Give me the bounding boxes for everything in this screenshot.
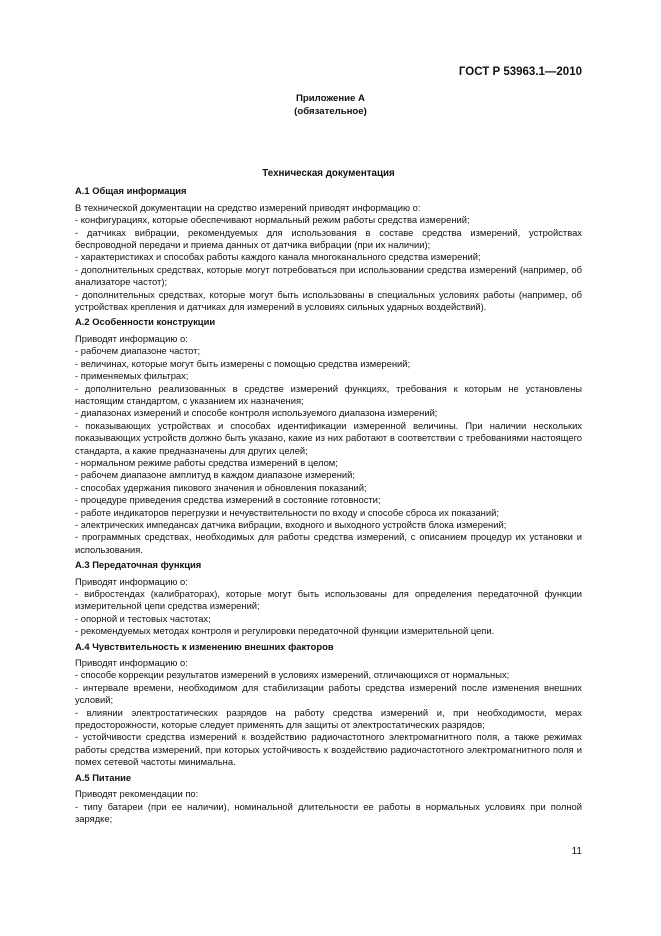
section-intro: Приводят рекомендации по: <box>75 788 199 800</box>
list-item: - диапазонах измерений и способе контроля используемого диапазона измерений; <box>75 407 438 419</box>
list-item: - процедуре приведения средства измерений в состояние готовности; <box>75 494 381 506</box>
list-item: - программных средствах, необходимых для работы средства измерений, с описанием процедур их установки и использования. <box>75 531 582 555</box>
section-heading: А.5 Питание <box>75 771 132 783</box>
document-body <box>75 168 582 825</box>
section-intro: В технической документации на средство измерений приводят информацию о: <box>75 201 421 213</box>
section <box>75 185 582 313</box>
appendix-status: (обязательное) <box>294 106 367 117</box>
appendix-title: Приложение А <box>296 93 365 104</box>
standard-number: ГОСТ Р 53963.1—2010 <box>458 66 582 78</box>
section-heading: А.1 Общая информация <box>75 185 187 197</box>
list-item: - датчиках вибрации, рекомендуемых для использования в составе средства измерений, устройствах беспроводной передачи и приема данных от датчика вибрации (при их наличии); <box>75 226 582 251</box>
sections-container <box>75 185 582 825</box>
document-title: Техническая документация <box>262 168 395 179</box>
list-item: - конфигурациях, которые обеспечивают нормальный режим работы средства измерений; <box>75 214 470 226</box>
section-intro: Приводят информацию о: <box>75 657 188 669</box>
list-item: - рекомендуемых методах контроля и регулировки передаточной функции измерительной цепи. <box>75 625 495 637</box>
list-item: - влиянии электростатических разрядов на работу средства измерений и, при необходимости, мерах предосторожности, которые следует применять для защиты от электростатических разрядов; <box>75 706 582 731</box>
list-item: - величинах, которые могут быть измерены с помощью средства измерений; <box>75 357 411 369</box>
list-item: - характеристиках и способах работы каждого канала многоканального средства измерений; <box>75 251 481 263</box>
section <box>75 559 582 637</box>
section-heading: А.3 Передаточная функция <box>75 559 202 571</box>
section <box>75 316 582 556</box>
list-item: - интервале времени, необходимом для стабилизации работы средства измерений после изменения внешних условий; <box>75 681 582 706</box>
list-item: - способах удержания пикового значения и обновления показаний; <box>75 481 367 493</box>
list-item: - опорной и тестовых частотах; <box>75 612 211 624</box>
section <box>75 772 582 826</box>
list-item: - нормальном режиме работы средства измерений в целом; <box>75 456 338 468</box>
list-item: - рабочем диапазоне амплитуд в каждом диапазоне измерений; <box>75 469 355 481</box>
list-item: - работе индикаторов перегрузки и нечувствительности по входу и способе сброса их показаний; <box>75 506 499 518</box>
section <box>75 641 582 769</box>
section-intro: Приводят информацию о: <box>75 332 188 344</box>
list-item: - рабочем диапазоне частот; <box>75 345 201 357</box>
list-item: - применяемых фильтрах; <box>75 370 189 382</box>
section-heading: А.2 Особенности конструкции <box>75 316 216 328</box>
page-number: 11 <box>571 846 582 857</box>
list-item: - показывающих устройствах и способах идентификации измеренной величины. При наличии нескольких показывающих устройств должно быть указано, какие из них работают в соответствии с требованиями настоящего стандарта, а какие предназначены для других целей; <box>75 419 582 456</box>
section-heading: А.4 Чувствительность к изменению внешних факторов <box>75 640 334 652</box>
section-intro: Приводят информацию о: <box>75 575 188 587</box>
list-item: - электрических импедансах датчика вибрации, входного и выходного устройств блока измерений; <box>75 518 507 530</box>
list-item: - дополнительно реализованных в средстве измерений функциях, требования к которым не установлены настоящим стандартом, с указанием их назначения; <box>75 382 582 406</box>
list-item: - дополнительных средствах, которые могут быть использованы в специальных условиях работы (например, об устройствах крепления и датчиках для измерений в условиях сильных ударных воздействий). <box>75 288 582 313</box>
list-item: - вибростендах (калибраторах), которые могут быть использованы для определения передаточной функции измерительной цепи средства измерений; <box>75 588 582 612</box>
list-item: - устойчивости средства измерений к воздействию радиочастотного электромагнитного поля, а также режимах работы средства измерений, при которых устойчивость к воздействию радиочастотного электромагнитного поля и помех сетевой частоты минимальна. <box>75 731 582 768</box>
list-item: - дополнительных средствах, которые могут потребоваться при использовании средства измерений (например, об анализаторе частот); <box>75 263 582 288</box>
list-item: - типу батареи (при ее наличии), номинальной длительности ее работы в нормальных условиях при полной зарядке; <box>75 800 582 824</box>
list-item: - способе коррекции результатов измерений в условиях измерений, отличающихся от нормальных; <box>75 669 510 681</box>
appendix-header <box>0 92 661 118</box>
